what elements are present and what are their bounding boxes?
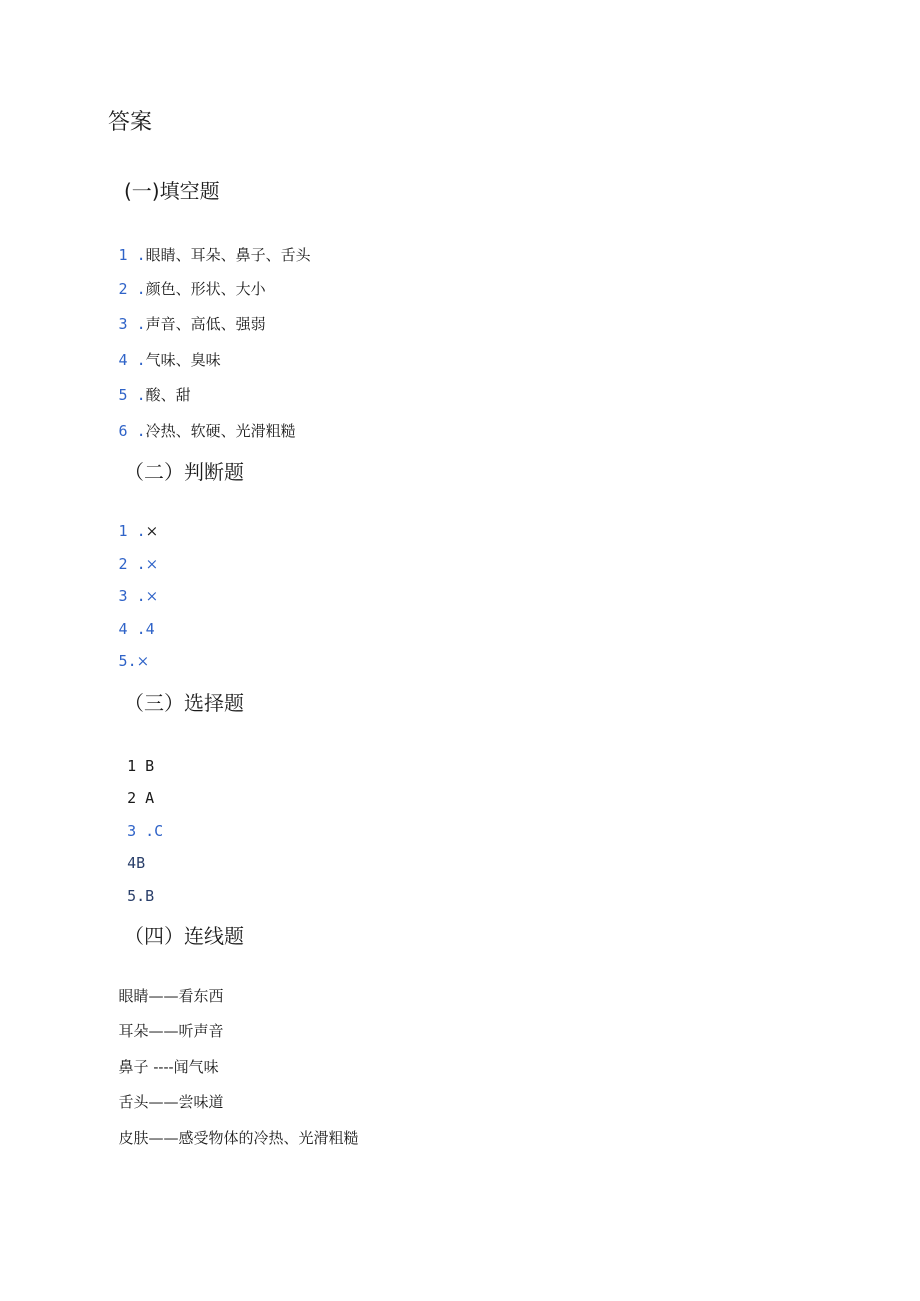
item-number: 5 . <box>118 386 146 404</box>
item-number: 1 <box>127 757 137 775</box>
item-text: 颜色、形状、大小 <box>145 280 266 298</box>
list-item <box>109 628 149 672</box>
item-number: 5. <box>127 887 146 905</box>
item-text: 眼睛——看东西 <box>118 987 224 1005</box>
item-text: 舌头——尝味道 <box>118 1093 224 1111</box>
list-item <box>109 1105 359 1149</box>
section-heading-fill-blank: (一)填空题 <box>124 179 220 203</box>
item-text: B <box>136 854 146 872</box>
page-title: 答案 <box>108 110 153 135</box>
item-text: 冷热、软硬、光滑粗糙 <box>145 422 296 440</box>
item-text: 鼻子 ----闻气味 <box>118 1058 219 1076</box>
section-heading-true-false: （二）判断题 <box>124 460 244 484</box>
item-number: 3 . <box>118 587 146 605</box>
item-text: 眼睛、耳朵、鼻子、舌头 <box>145 246 311 264</box>
item-text: × <box>136 652 150 670</box>
item-number: 3 . <box>118 315 146 333</box>
item-text: 气味、臭味 <box>145 351 221 369</box>
item-text: × <box>145 587 159 605</box>
item-text: 耳朵——听声音 <box>118 1022 224 1040</box>
list-item <box>109 863 154 907</box>
section-heading-matching: （四）连线题 <box>124 924 244 948</box>
item-number: 1 . <box>118 246 146 264</box>
item-text: × <box>145 522 159 540</box>
item-text: 皮肤——感受物体的冷热、光滑粗糙 <box>118 1129 359 1147</box>
item-number: 2 . <box>118 280 146 298</box>
item-number: 2 . <box>118 555 146 573</box>
item-text: B <box>145 757 155 775</box>
item-number: 4 <box>127 854 137 872</box>
item-number: 4 . <box>118 620 146 638</box>
item-text: 酸、甜 <box>145 386 191 404</box>
item-text: 声音、高低、强弱 <box>145 315 266 333</box>
item-text: A <box>145 789 155 807</box>
item-text: B <box>145 887 155 905</box>
item-number: 1 . <box>118 522 146 540</box>
item-number: 3 . <box>127 822 155 840</box>
item-number: 5. <box>118 652 137 670</box>
section-heading-multiple-choice: （三）选择题 <box>124 691 244 715</box>
item-text: × <box>145 555 159 573</box>
item-text: 4 <box>145 620 155 638</box>
item-number: 2 <box>127 789 137 807</box>
item-number: 4 . <box>118 351 146 369</box>
list-item <box>109 398 296 442</box>
item-text: C <box>154 822 164 840</box>
item-number: 6 . <box>118 422 146 440</box>
